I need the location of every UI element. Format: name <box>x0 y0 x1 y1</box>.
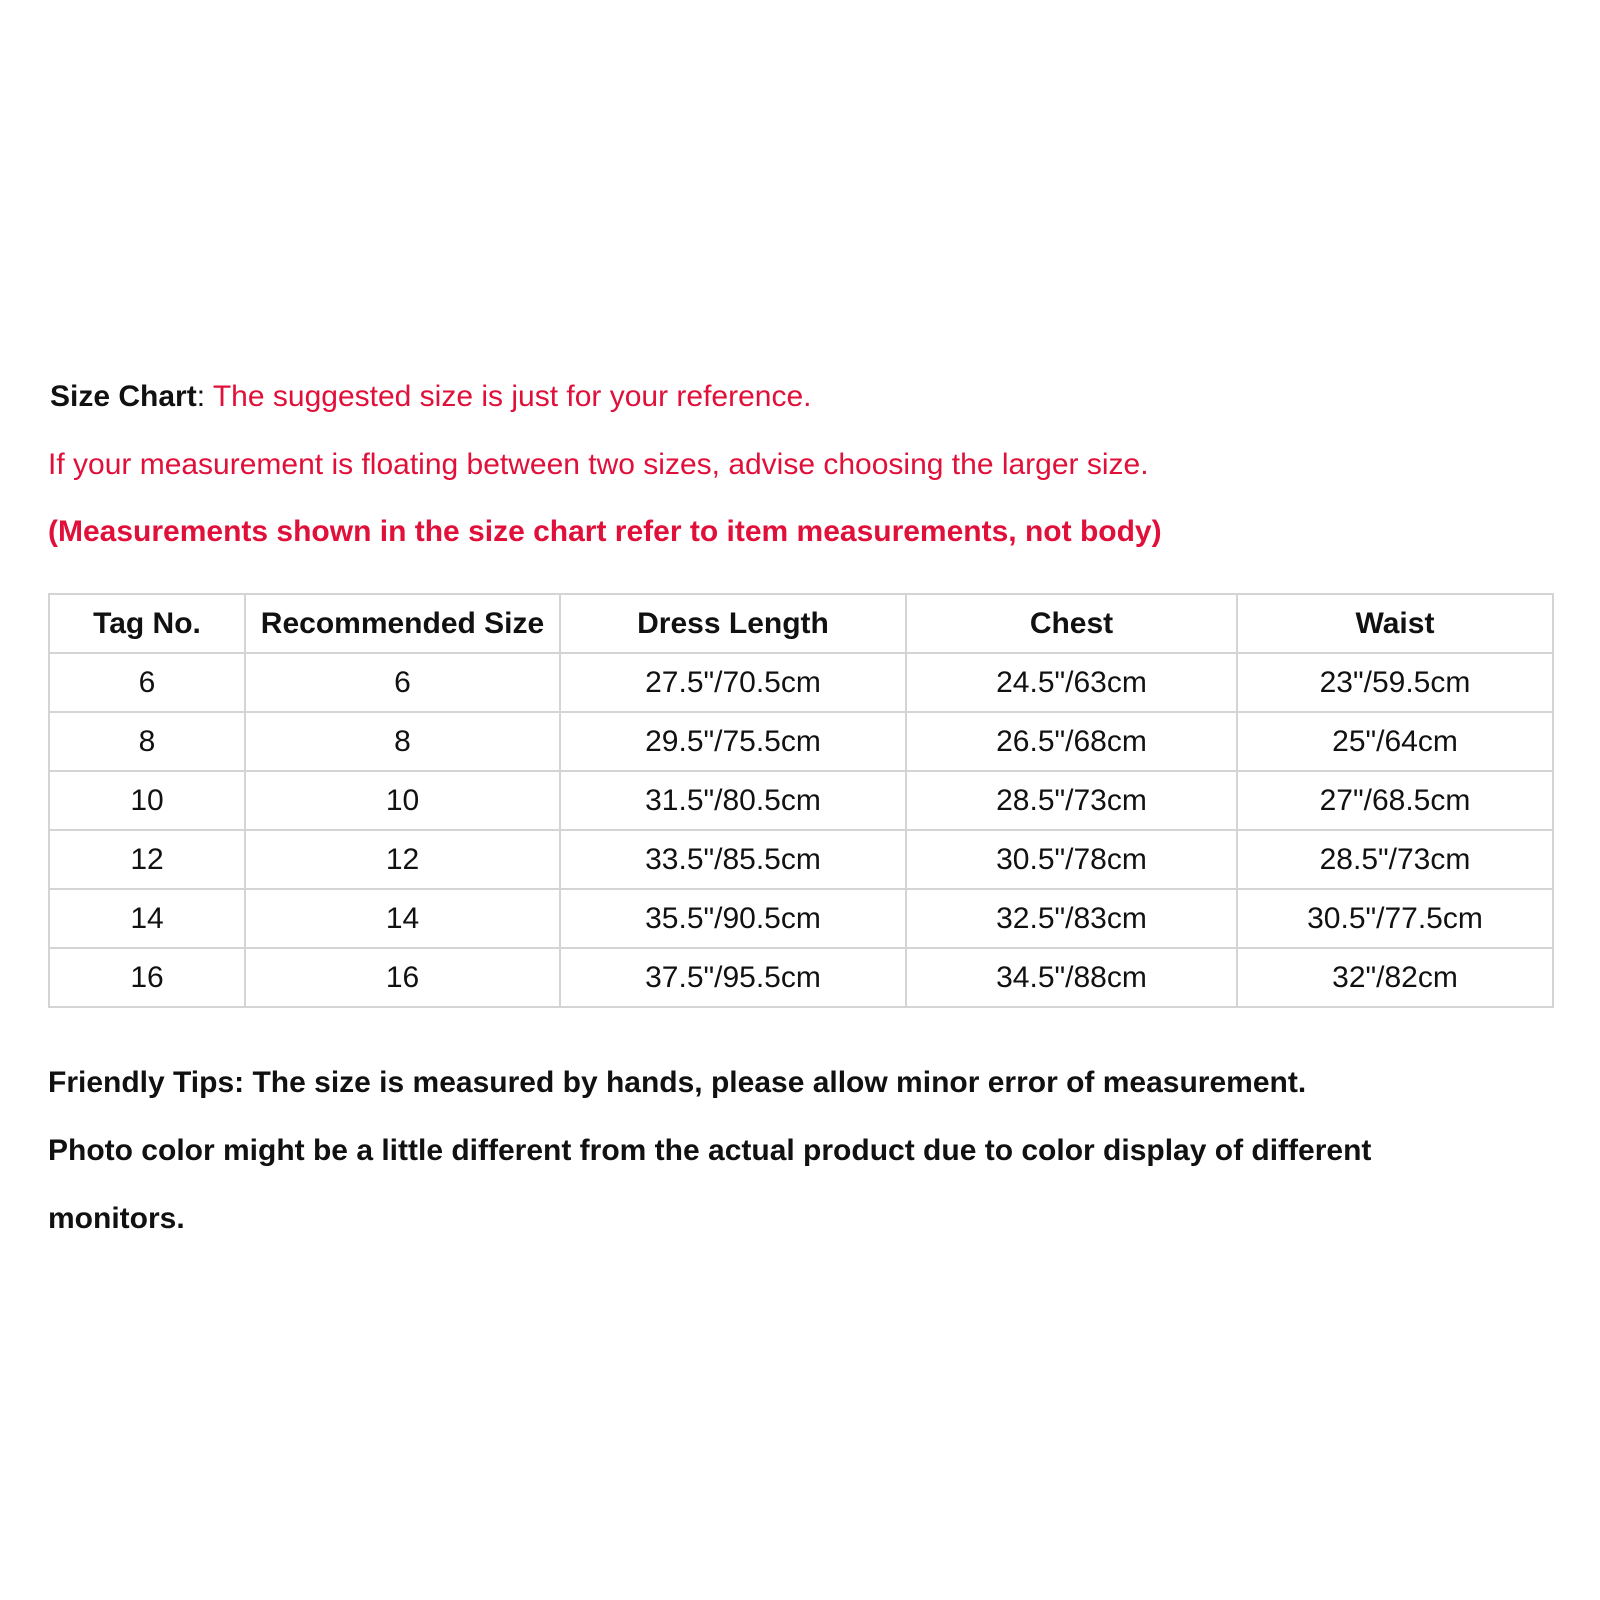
cell-recommended-size: 10 <box>245 771 560 830</box>
cell-chest: 32.5"/83cm <box>906 889 1237 948</box>
cell-chest: 34.5"/88cm <box>906 948 1237 1007</box>
cell-waist: 28.5"/73cm <box>1237 830 1553 889</box>
cell-chest: 24.5"/63cm <box>906 653 1237 712</box>
cell-waist: 23"/59.5cm <box>1237 653 1553 712</box>
size-chart-label: Size Chart <box>50 380 197 413</box>
cell-waist: 27"/68.5cm <box>1237 771 1553 830</box>
cell-dress-length: 35.5"/90.5cm <box>560 889 906 948</box>
cell-tag-no: 14 <box>49 889 245 948</box>
tip-photo-color-continued: monitors. <box>48 1202 185 1235</box>
cell-chest: 30.5"/78cm <box>906 830 1237 889</box>
cell-recommended-size: 16 <box>245 948 560 1007</box>
cell-waist: 30.5"/77.5cm <box>1237 889 1553 948</box>
cell-recommended-size: 14 <box>245 889 560 948</box>
size-table <box>48 593 1554 1008</box>
table-row <box>49 830 1553 889</box>
cell-dress-length: 27.5"/70.5cm <box>560 653 906 712</box>
table-header-row <box>49 594 1553 653</box>
column-header-dress-length: Dress Length <box>560 594 906 653</box>
cell-dress-length: 31.5"/80.5cm <box>560 771 906 830</box>
cell-waist: 25"/64cm <box>1237 712 1553 771</box>
cell-waist: 32"/82cm <box>1237 948 1553 1007</box>
column-header-tag-no: Tag No. <box>49 594 245 653</box>
column-header-recommended-size: Recommended Size <box>245 594 560 653</box>
cell-recommended-size: 8 <box>245 712 560 771</box>
floating-size-advice: If your measurement is floating between two sizes, advise choosing the larger size. <box>48 448 1149 481</box>
cell-dress-length: 37.5"/95.5cm <box>560 948 906 1007</box>
table-row <box>49 653 1553 712</box>
column-header-chest: Chest <box>906 594 1237 653</box>
cell-chest: 26.5"/68cm <box>906 712 1237 771</box>
cell-tag-no: 6 <box>49 653 245 712</box>
table-row <box>49 712 1553 771</box>
tip-measurement-error: Friendly Tips: The size is measured by hands, please allow minor error of measurement. <box>48 1066 1307 1099</box>
size-chart-intro <box>50 380 811 414</box>
reference-note: The suggested size is just for your reference. <box>205 380 812 413</box>
cell-tag-no: 12 <box>49 830 245 889</box>
cell-tag-no: 16 <box>49 948 245 1007</box>
cell-dress-length: 33.5"/85.5cm <box>560 830 906 889</box>
measurement-disclaimer: (Measurements shown in the size chart refer to item measurements, not body) <box>48 515 1162 548</box>
tip-photo-color: Photo color might be a little different from the actual product due to color display of different <box>48 1134 1372 1167</box>
table-row <box>49 948 1553 1007</box>
cell-tag-no: 10 <box>49 771 245 830</box>
cell-recommended-size: 6 <box>245 653 560 712</box>
table-row <box>49 889 1553 948</box>
size-chart-colon: : <box>196 380 206 413</box>
cell-dress-length: 29.5"/75.5cm <box>560 712 906 771</box>
table-row <box>49 771 1553 830</box>
cell-recommended-size: 12 <box>245 830 560 889</box>
column-header-waist: Waist <box>1237 594 1553 653</box>
cell-tag-no: 8 <box>49 712 245 771</box>
cell-chest: 28.5"/73cm <box>906 771 1237 830</box>
